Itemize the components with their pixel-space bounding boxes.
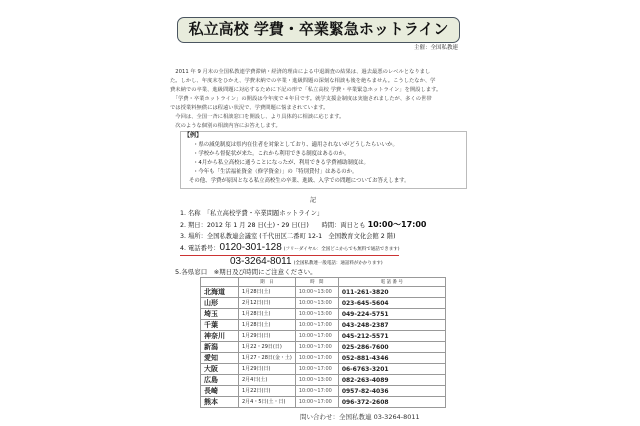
ph-cell: 052-881-4346 <box>338 353 445 364</box>
example-item: ・県の減免制度は県内在住者を対象としており、適用されないがどうしたらいいか。 <box>193 142 398 148</box>
intro-line: た。しかし、年度末をひかえ、学費未納での卒業・進級問題の深刻な相談も後を絶ちません。こうしたなか、学 <box>170 78 436 84</box>
ph-cell: 025-286-7600 <box>338 342 445 353</box>
phone-general-note: (全国私教連一般電話：通話料がかかります) <box>293 261 383 266</box>
phone-free: 0120-301-128 <box>219 242 282 253</box>
table-row <box>201 342 446 353</box>
ph-cell: 011-261-3820 <box>338 287 445 298</box>
table-row <box>201 375 446 386</box>
time-cell: 10:00~13:00 <box>295 287 338 298</box>
header-cell <box>201 278 239 287</box>
pref-cell: 熊本 <box>201 397 239 408</box>
ph-cell: 043-248-2387 <box>338 320 445 331</box>
pref-cell: 埼玉 <box>201 309 239 320</box>
time-text: 10:00〜17:00 <box>367 220 427 229</box>
table-row <box>201 397 446 408</box>
intro-line: 今回は、全国一斉に相談窓口を開設し、より具体的に相談に応じます。 <box>170 114 345 120</box>
prefecture-table <box>200 277 446 408</box>
table-row <box>201 309 446 320</box>
pref-cell: 広島 <box>201 375 239 386</box>
ph-cell: 023-645-5604 <box>338 298 445 309</box>
table-row <box>201 298 446 309</box>
pref-cell: 大阪 <box>201 364 239 375</box>
example-item: ・4月から私立高校に通うことになったが、利用できる学費補助制度は。 <box>193 160 369 166</box>
example-box <box>180 131 467 189</box>
ph-cell: 0957-82-4036 <box>338 386 445 397</box>
date-cell: 1月28日(土) <box>239 320 296 331</box>
ph-cell: 049-224-5751 <box>338 309 445 320</box>
ph-cell: 082-263-4089 <box>338 375 445 386</box>
intro-line: 次のような個別の相談内容にお答えします。 <box>170 123 281 129</box>
example-item: ・学校から督促状が来た。これから利用できる制度はあるのか。 <box>193 151 350 157</box>
inquiry: 問い合わせ：全国私教連 03-3264-8011 <box>300 413 420 421</box>
time-cell: 10:00~17:00 <box>295 342 338 353</box>
time-cell: 10:00~17:00 <box>295 364 338 375</box>
date-cell: 2月12日(日) <box>239 298 296 309</box>
date-cell: 2月4・5日(土・日) <box>239 397 296 408</box>
time-cell: 10:00~17:00 <box>295 386 338 397</box>
time-cell: 10:00~13:00 <box>295 309 338 320</box>
date-cell: 2月4日(土) <box>239 375 296 386</box>
ph-cell: 06-6763-3201 <box>338 364 445 375</box>
item-name: 1. 名称 「私立高校学費・卒業問題ホットライン」 <box>180 210 324 217</box>
intro-line: 「学費・卒業ホットライン」の開設は今年度で４年目です。就学支援金制度は実施されましたが、多くの世帯 <box>170 96 432 102</box>
example-item: ・今年も「生活福祉資金（修学資金）」の「特別貸付」はあるのか。 <box>193 169 358 175</box>
pref-cell: 新潟 <box>201 342 239 353</box>
pref-cell: 愛知 <box>201 353 239 364</box>
table-row <box>201 364 446 375</box>
table-header <box>201 278 446 287</box>
pref-cell: 山形 <box>201 298 239 309</box>
date-cell: 1月28日(土) <box>239 287 296 298</box>
example-item: その他、学費が原因となる私立高校生の卒業、進級、入学での問題についてお答えします。 <box>189 178 410 184</box>
ph-cell: 096-372-2608 <box>338 397 445 408</box>
table-row <box>201 331 446 342</box>
page-title: 私立高校 学費・卒業緊急ホットライン <box>177 17 460 43</box>
table-row <box>201 320 446 331</box>
intro-line: 費未納での卒業、進級問題に対応するために下記の形で「私立高校 学費・卒業緊急ホットライン」を開設します。 <box>170 87 442 93</box>
date-cell: 1月27・28日(金・土) <box>239 353 296 364</box>
time-cell: 10:00~13:00 <box>295 298 338 309</box>
item-phone <box>180 242 399 256</box>
pref-cell: 神奈川 <box>201 331 239 342</box>
organizer: 主催：全国私教連 <box>413 45 458 51</box>
phone-free-note: (フリーダイヤル：全国どこからでも無料で通話できます) <box>283 247 400 252</box>
time-cell: 10:00~17:00 <box>295 331 338 342</box>
ki-heading: 記 <box>310 197 317 204</box>
intro-line: 2011 年 9 月末の全国私教連学費滞納・経済的理由による中退調査の結果は、過去最悪のレベルとなりまし <box>170 69 431 75</box>
pref-label: 5.各県窓口 ※期日及び時間にご注意ください。 <box>175 268 317 276</box>
phone-label: 4. 電話番号： <box>180 245 220 252</box>
date-cell: 1月29日(日) <box>239 364 296 375</box>
phone-general: 03-3264-8011 <box>230 256 292 267</box>
item-place: 3. 場所：全国私教連会議室 (千代田区二番町 12-1 全国教育文化会館 2 階) <box>180 233 396 240</box>
ph-cell: 045-212-5571 <box>338 331 445 342</box>
table-row <box>201 287 446 298</box>
date-cell: 1月29日(日) <box>239 331 296 342</box>
date-cell: 1月22・29日(日) <box>239 342 296 353</box>
time-cell: 10:00~17:00 <box>295 397 338 408</box>
date-text: 2. 期日：2012 年 1 月 28 日(土)・29 日(日) 時間：両日とも <box>180 222 366 229</box>
intro-line: では授業料無償には程遠い状況で、学費問題に悩まされています。 <box>170 105 329 111</box>
time-cell: 10:00~17:00 <box>295 320 338 331</box>
header-cell: 期 日 <box>239 278 296 287</box>
time-cell: 10:00~17:00 <box>295 353 338 364</box>
pref-cell: 長崎 <box>201 386 239 397</box>
table-row <box>201 386 446 397</box>
date-cell: 1月22日(日) <box>239 386 296 397</box>
table-row <box>201 353 446 364</box>
item-date <box>180 220 427 231</box>
header-cell: 時 間 <box>295 278 338 287</box>
pref-cell: 千葉 <box>201 320 239 331</box>
example-label: 【例】 <box>184 132 203 139</box>
time-cell: 10:00~13:00 <box>295 375 338 386</box>
date-cell: 1月28日(土) <box>239 309 296 320</box>
header-cell: 電 話 番 号 <box>338 278 445 287</box>
pref-cell: 北海道 <box>201 287 239 298</box>
